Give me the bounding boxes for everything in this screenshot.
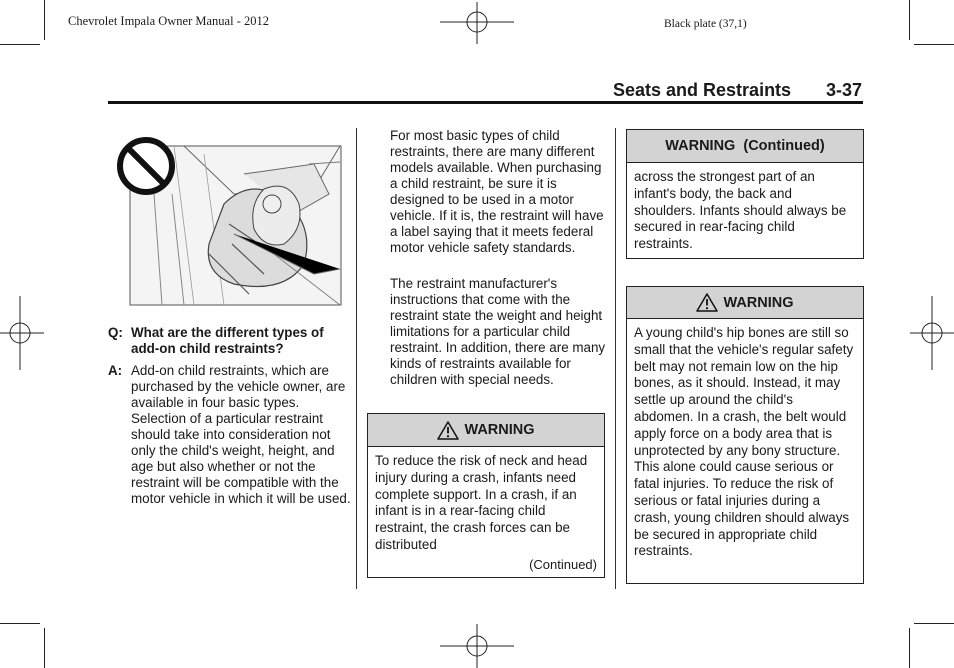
column-divider [615,128,616,589]
question-text: What are the different types of add-on child restraints? [131,325,324,356]
registration-mark-icon [0,296,44,370]
warning-continued-text: across the strongest part of an infant's body, the back and shoulders. Infants should always be secured in rear-facing child restraints. [634,169,847,252]
registration-mark-icon [910,296,954,370]
crop-mark [0,623,40,624]
crop-mark [914,623,954,624]
warning-title: WARNING [723,294,794,311]
question-label: Q: [108,325,123,340]
child-seat-illustration [114,134,342,306]
question [108,325,353,359]
crop-mark [44,0,45,40]
warning-title: WARNING [464,422,535,438]
warning-triangle-icon [437,421,459,440]
registration-mark-icon [440,2,514,44]
paragraph: For most basic types of child restraints, there are many different models available. When purchasing a child restraint, be sure it is designed to be used in a motor vehicle. If it is, the restraint will have a label saying that it meets federal motor vehicle safety standards. [390,128,604,255]
crop-mark [909,0,910,40]
registration-mark-icon [440,624,514,668]
warning-triangle-icon [696,293,718,312]
column-divider [356,128,357,589]
warning-box [367,413,605,578]
warning-header [627,287,863,319]
section-title: Seats and Restraints [613,80,792,100]
crop-mark [0,44,40,45]
paragraph: The restraint manufacturer's instructions that come with the restraint state the weight and height limitations for a particular child restraint. In addition, there are many kinds of restraints available for children with special needs. [390,276,606,387]
warning-continued-title: WARNING (Continued) [665,138,825,154]
plate-label: Black plate (37,1) [664,18,747,30]
header-rule [108,101,863,104]
answer-label: A: [108,363,123,378]
page-number: 3-37 [826,80,863,100]
warning-box [626,286,864,584]
crop-mark [914,44,954,45]
crop-mark [44,628,45,668]
continued-label: (Continued) [529,557,597,572]
warning-header [368,414,604,447]
prohibited-icon [120,140,172,192]
warning-text: To reduce the risk of neck and head injury during a crash, infants need complete support. In a crash, if an infant is in a rear-facing child restraint, the crash forces can be distributed [375,453,588,552]
answer-text: Add-on child restraints, which are purchased by the vehicle owner, are available in four basic types. Selection of a particular restraint should take into consideration not only the child's weight, height, and age but also whether or not the restraint will be compatible with the motor vehicle in which it will be used. [131,363,351,506]
crop-mark [909,628,910,668]
warning-continued-box [626,129,864,259]
answer [108,363,353,528]
manual-title: Chevrolet Impala Owner Manual - 2012 [68,14,269,28]
warning-continued-header [627,130,863,163]
warning-text: A young child's hip bones are still so small that the vehicle's regular safety belt may not remain low on the hip bones, as it should. Instead, it may settle up around the child's abdomen. In a crash, the belt would apply force on a body area that is unprotected by any bony structure. This alone could cause serious or fatal injuries. To reduce the risk of serious or fatal injuries during a crash, young children should always be secured in appropriate child restraints. [634,325,854,559]
